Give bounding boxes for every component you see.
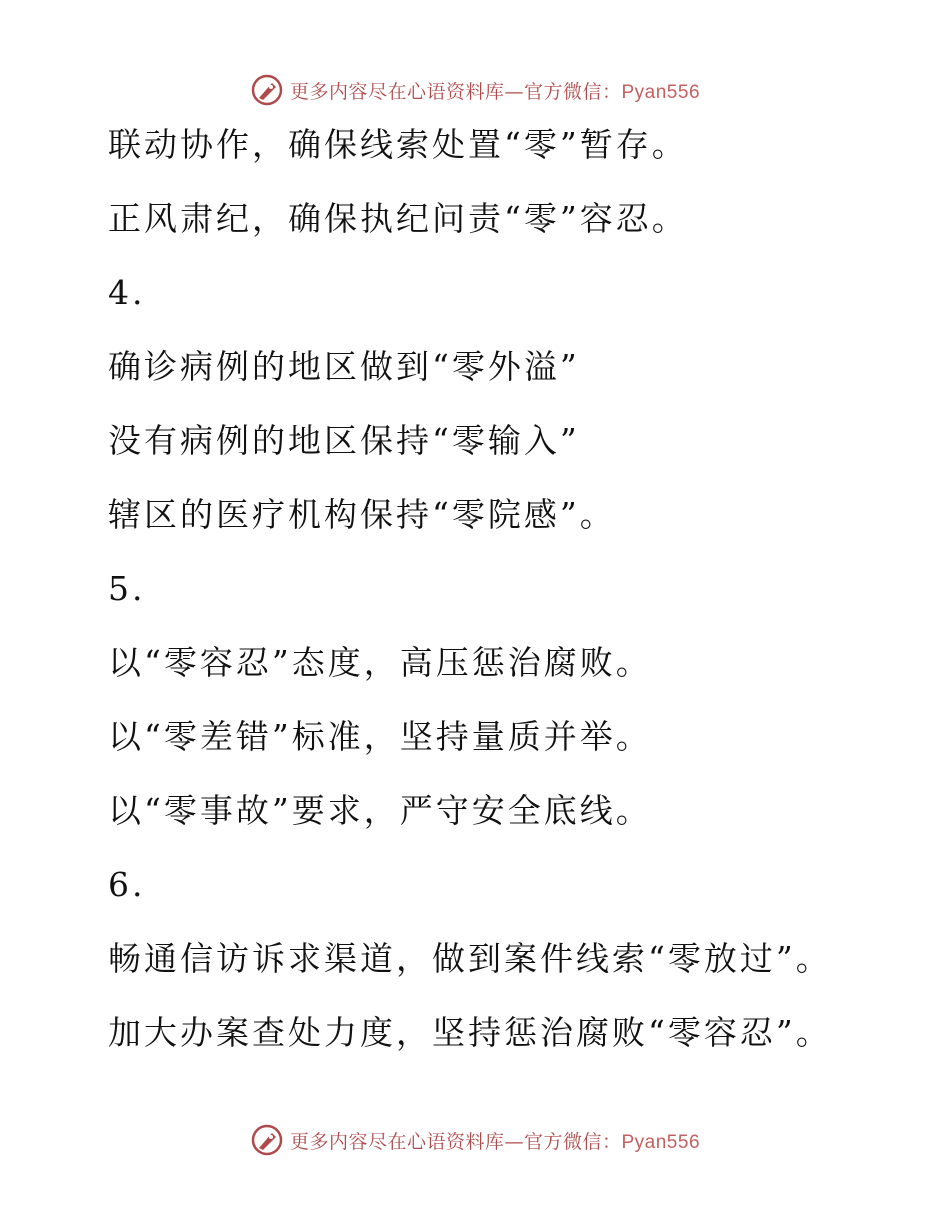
text-line: 确诊病例的地区做到“零外溢” [108,347,580,386]
text-line: 以“零差错”标准，坚持量质并举。 [108,717,652,756]
watermark-handle: Pyan556 [621,81,701,103]
watermark-text: 更多内容尽在心语资料库—官方微信：Pyan556 [289,1130,701,1153]
text-line: 辖区的医疗机构保持“零院感”。 [108,495,616,534]
pen-nib-logo-icon [250,1123,284,1157]
pen-nib-logo-icon [250,73,284,107]
section-number: 4. [108,273,146,312]
watermark-handle: Pyan556 [621,1131,701,1153]
text-line: 以“零事故”要求，严守安全底线。 [108,791,652,830]
text-line: 没有病例的地区保持“零输入” [108,421,580,460]
text-line: 正风肃纪，确保执纪问责“零”容忍。 [108,199,688,238]
footer-watermark [0,1120,950,1160]
text-line: 以“零容忍”态度，高压惩治腐败。 [108,643,652,682]
header-watermark [0,70,950,110]
text-line: 畅通信访诉求渠道，做到案件线索“零放过”。 [108,939,832,978]
text-line: 联动协作，确保线索处置“零”暂存。 [108,125,688,164]
watermark-text: 更多内容尽在心语资料库—官方微信：Pyan556 [289,80,701,103]
section-number: 5. [108,569,146,608]
text-line: 加大办案查处力度，坚持惩治腐败“零容忍”。 [108,1013,832,1052]
section-number: 6. [108,865,146,904]
